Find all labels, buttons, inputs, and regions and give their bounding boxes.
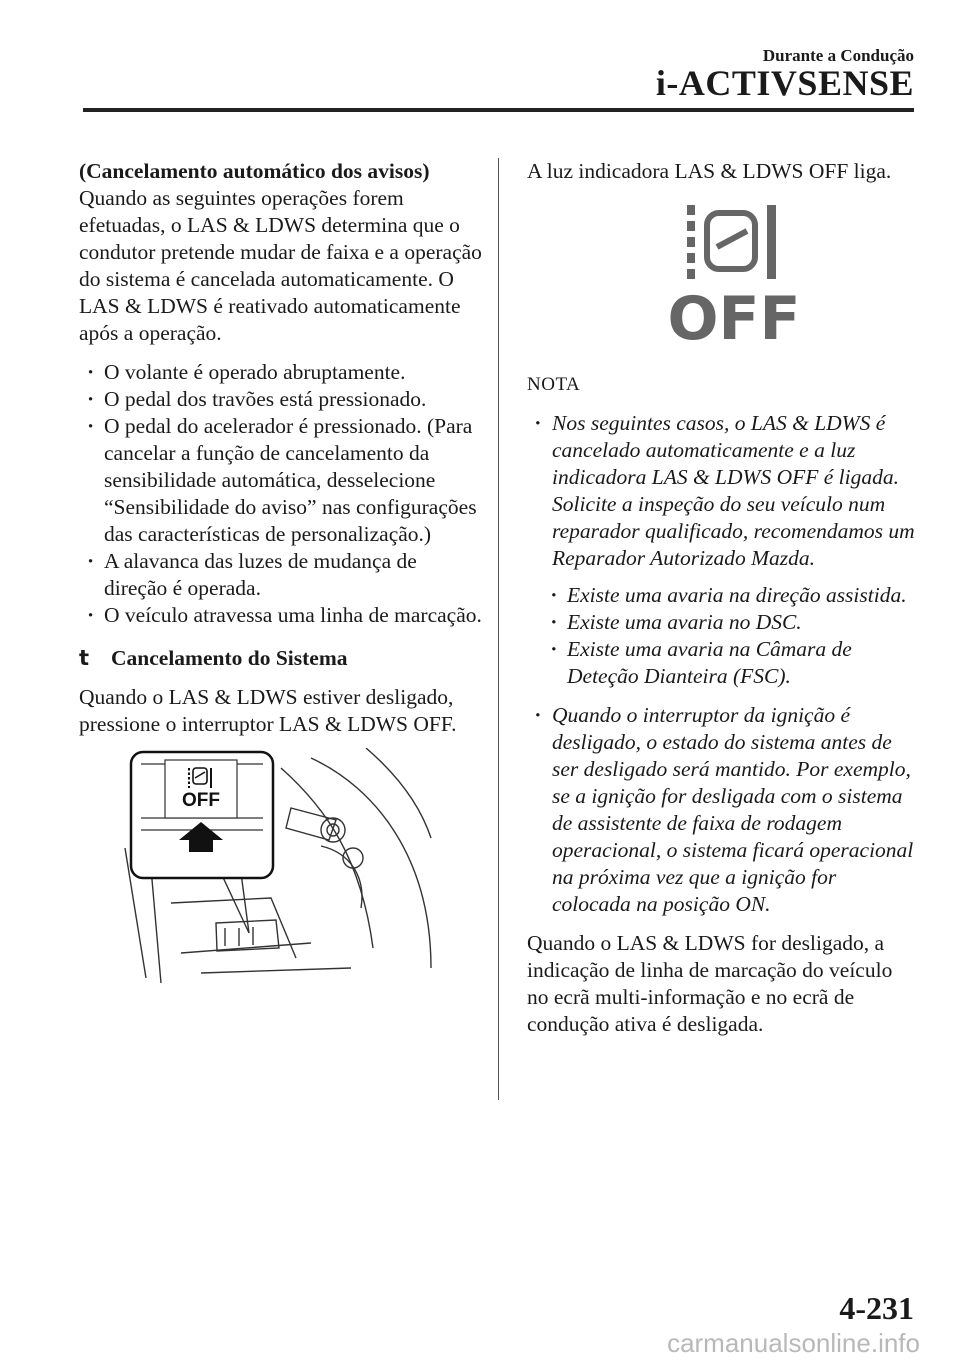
switch-off-label: OFF — [182, 790, 220, 811]
nota-list-2 — [527, 702, 917, 918]
header-rule — [83, 108, 914, 112]
nota-sub-item: · Existe uma avaria na direção assistida. — [527, 582, 917, 609]
bullet-item: · O pedal dos travões está pressionado. — [79, 386, 484, 413]
nota-sub-item: · Existe uma avaria no DSC. — [527, 609, 917, 636]
nota-label: NOTA — [527, 374, 581, 395]
nota-item: · Nos seguintes casos, o LAS & LDWS é cancelado automaticamente e a luz indicadora LAS & LDWS OFF é ligada. Solicite a inspeção do seu veículo num reparador qualificado, recomendamos um Reparador Autorizado Mazda. — [527, 410, 917, 572]
section-heading — [79, 645, 484, 672]
section-marker-icon: t — [79, 646, 90, 670]
indicator-text: A luz indicadora LAS & LDWS OFF liga. — [527, 159, 892, 183]
closing-text: Quando o LAS & LDWS for desligado, a indicação de linha de marcação do veículo no ecrã multi-informação e no ecrã de condução ativa é desligada. — [527, 931, 893, 1036]
nota-list — [527, 410, 917, 572]
page-number: 4-231 — [839, 1290, 914, 1326]
header-section-name: Durante a Condução — [762, 46, 914, 65]
auto-cancel-bullets — [79, 359, 484, 629]
auto-cancel-title: (Cancelamento automático dos avisos) — [79, 159, 430, 183]
bullet-item: · A alavanca das luzes de mudança de direção é operada. — [79, 548, 484, 602]
bullet-item: · O pedal do acelerador é pressionado. (Para cancelar a função de cancelamento da sensibilidade automática, desselecione “Sensibilidade do aviso” nas configurações das características de personalização.) — [79, 413, 484, 548]
header-title: i-ACTIVSENSE — [655, 63, 914, 103]
right-column — [527, 158, 917, 1038]
dashboard-switch-illustration — [121, 748, 441, 986]
bullet-item: · O volante é operado abruptamente. — [79, 359, 484, 386]
column-divider — [498, 158, 499, 1100]
left-column — [79, 158, 484, 986]
las-ldws-off-indicator-icon — [669, 201, 799, 351]
bullet-item: · O veículo atravessa uma linha de marcação. — [79, 602, 484, 629]
nota-sub-list — [527, 582, 917, 690]
watermark-text: carmanualsonline.info — [667, 1328, 920, 1358]
auto-cancel-intro: Quando as seguintes operações forem efetuadas, o LAS & LDWS determina que o condutor pretende mudar de faixa e a operação do sistema é cancelada automaticamente. O LAS & LDWS é reativado automaticamente após a operação. — [79, 186, 482, 345]
nota-item: · Quando o interruptor da ignição é desligado, o estado do sistema antes de ser desligado será mantido. Por exemplo, se a ignição for desligada com o sistema de assistente de faixa de rodagem operacional, o sistema ficará operacional na próxima vez que a ignição for colocada na posição ON. — [527, 702, 917, 918]
cancel-system-text: Quando o LAS & LDWS estiver desligado, pressione o interruptor LAS & LDWS OFF. — [79, 685, 457, 736]
section-title: Cancelamento do Sistema — [111, 646, 348, 670]
indicator-off-label: OFF — [669, 284, 799, 351]
nota-sub-item: · Existe uma avaria na Câmara de Deteção Dianteira (FSC). — [527, 636, 917, 690]
